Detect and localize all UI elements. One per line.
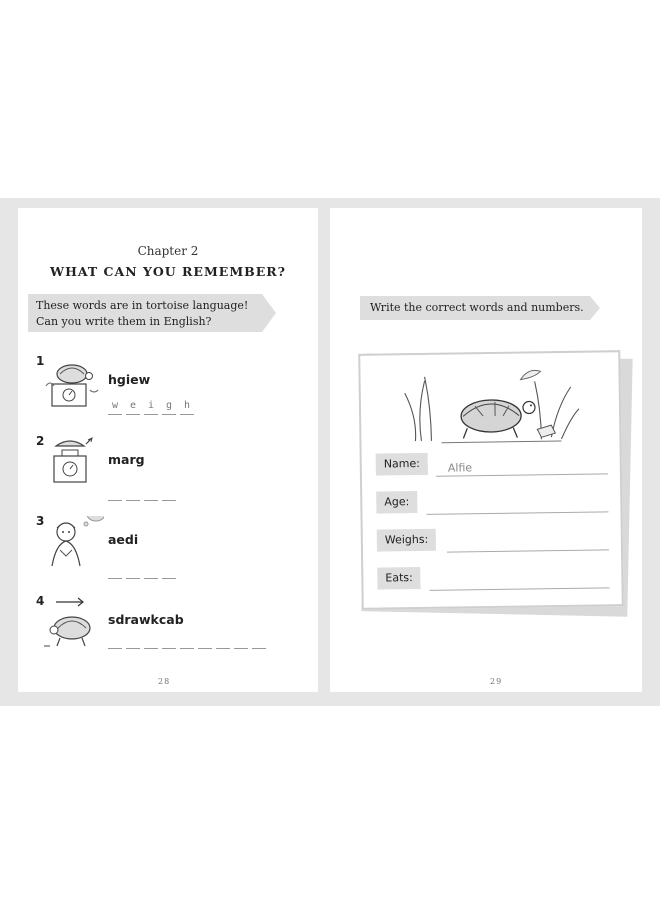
answer-letter[interactable] xyxy=(144,486,158,501)
answer-letter[interactable] xyxy=(126,634,140,649)
field-label: Weighs: xyxy=(377,529,437,552)
field-line xyxy=(430,587,610,591)
field-label: Age: xyxy=(376,491,417,514)
answer-letter[interactable] xyxy=(144,634,158,649)
name-field[interactable] xyxy=(376,450,612,479)
scrambled-word: hgiew xyxy=(108,372,151,387)
answer-letter[interactable] xyxy=(126,486,140,501)
answer-letter[interactable] xyxy=(180,634,194,649)
answer-letter[interactable] xyxy=(162,486,176,501)
answer-letter[interactable] xyxy=(126,564,140,579)
exercise-item xyxy=(18,514,318,594)
exercise-item xyxy=(18,434,318,514)
instruction-line: Can you write them in English? xyxy=(36,315,212,328)
answer-blanks[interactable] xyxy=(108,400,194,415)
answer-letter[interactable] xyxy=(162,634,176,649)
right-page xyxy=(330,208,642,692)
instruction-banner: Write the correct words and numbers. xyxy=(360,296,590,320)
exercise-item xyxy=(18,354,318,434)
answer-letter[interactable] xyxy=(108,486,122,501)
answer-letter[interactable] xyxy=(216,634,230,649)
scrambled-word: marg xyxy=(108,452,145,467)
item-number: 2 xyxy=(36,434,45,448)
answer-letter[interactable]: w xyxy=(108,400,122,415)
chapter-label: Chapter 2 xyxy=(137,244,199,258)
tortoise-id-card xyxy=(358,350,624,610)
left-page xyxy=(18,208,318,692)
answer-blanks[interactable] xyxy=(108,486,176,501)
answer-blanks[interactable] xyxy=(108,634,266,649)
page-number: 28 xyxy=(158,677,171,686)
answer-letter[interactable]: h xyxy=(180,400,194,415)
thinking-person-icon xyxy=(42,516,104,572)
item-number: 3 xyxy=(36,514,45,528)
tortoise-in-grass-icon xyxy=(400,359,581,446)
answer-letter[interactable] xyxy=(144,564,158,579)
walking-tortoise-icon xyxy=(42,596,104,652)
answer-letter[interactable] xyxy=(108,564,122,579)
age-field[interactable] xyxy=(376,488,612,517)
eats-field[interactable] xyxy=(377,564,613,593)
weighs-field[interactable] xyxy=(377,526,613,555)
answer-letter[interactable]: e xyxy=(126,400,140,415)
instruction-line: These words are in tortoise language! xyxy=(36,299,249,312)
field-label: Name: xyxy=(376,453,428,476)
answer-letter[interactable]: g xyxy=(162,400,176,415)
instruction-banner xyxy=(28,294,262,332)
answer-letter[interactable] xyxy=(198,634,212,649)
book-spread xyxy=(0,198,660,706)
answer-blanks[interactable] xyxy=(108,564,176,579)
scrambled-word: aedi xyxy=(108,532,139,547)
field-line xyxy=(447,549,609,552)
answer-letter[interactable] xyxy=(252,634,266,649)
scrambled-word: sdrawkcab xyxy=(108,612,184,627)
kitchen-scale-icon xyxy=(42,436,104,492)
exercise-item xyxy=(18,594,318,674)
answer-letter[interactable] xyxy=(162,564,176,579)
answer-letter[interactable] xyxy=(234,634,248,649)
tortoise-on-scale-icon xyxy=(42,356,104,412)
page-number: 29 xyxy=(490,677,503,686)
item-number: 4 xyxy=(36,594,45,608)
answer-letter[interactable]: i xyxy=(144,400,158,415)
page-title: WHAT CAN YOU REMEMBER? xyxy=(50,264,286,279)
answer-letter[interactable] xyxy=(108,634,122,649)
field-line xyxy=(426,511,608,515)
field-label: Eats: xyxy=(377,567,421,590)
item-number: 1 xyxy=(36,354,45,368)
field-value[interactable]: Alfie xyxy=(447,461,473,475)
